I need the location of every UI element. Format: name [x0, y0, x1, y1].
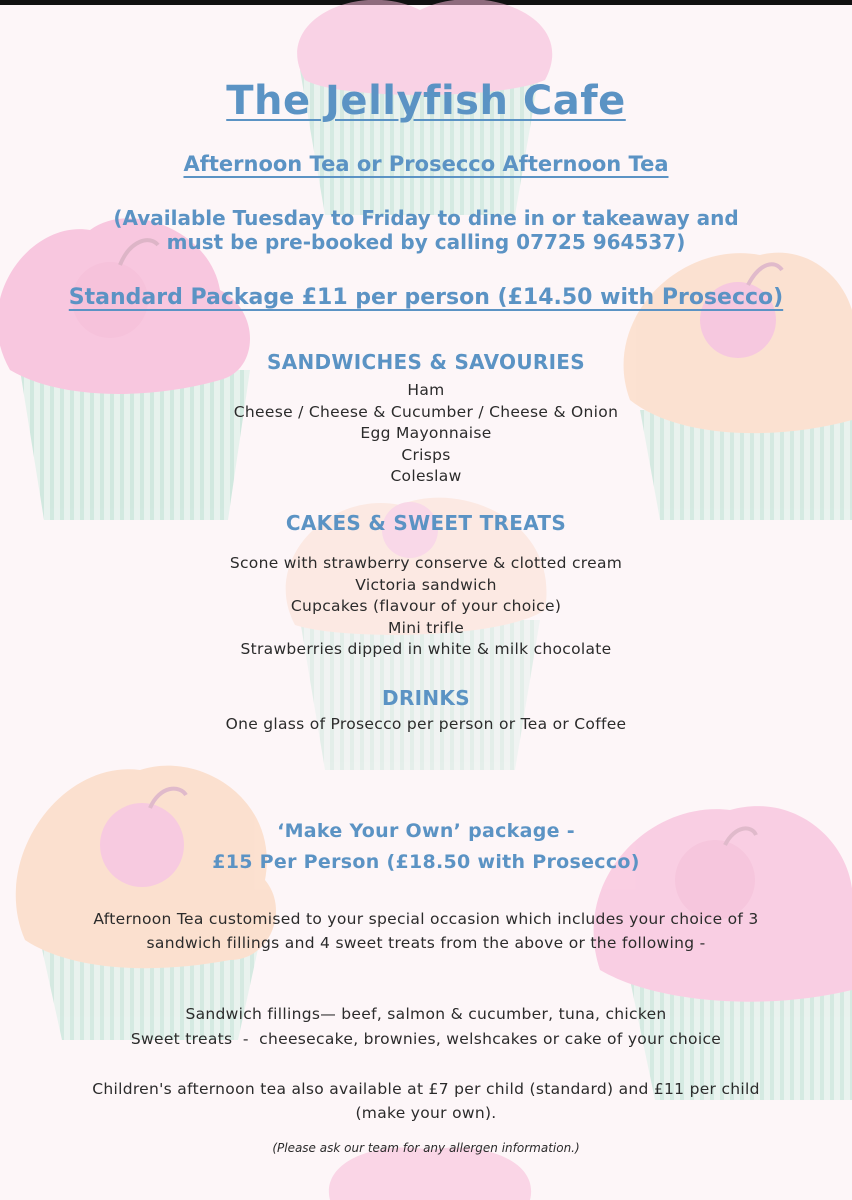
make-your-own-price: £15 Per Person (£18.50 with Prosecco) [212, 851, 640, 873]
cakes-list [0, 553, 852, 661]
make-your-own-description: Afternoon Tea customised to your special occasion which includes your choice of 3 sandwich fillings and 4 sweet treats from the above or the following - [93, 910, 759, 952]
drinks-list [0, 714, 852, 736]
list-item: Scone with strawberry conserve & clotted cream [229, 554, 623, 572]
availability-line: (Available Tuesday to Friday to dine in or takeaway and [113, 206, 739, 230]
list-item: Coleslaw [390, 467, 462, 485]
availability-line: must be pre-booked by calling 07725 964537) [166, 230, 686, 254]
section-heading-sandwiches: SANDWICHES & SAVOURIES [267, 350, 585, 374]
availability-note [60, 206, 792, 254]
list-item: One glass of Prosecco per person or Tea or Coffee [225, 715, 627, 733]
list-item: Cheese / Cheese & Cucumber / Cheese & Onion [233, 402, 619, 421]
allergen-note: (Please ask our team for any allergen information.) [272, 1141, 580, 1155]
list-item: Victoria sandwich [355, 575, 497, 594]
page-title: The Jellyfish Cafe [226, 78, 626, 124]
sandwiches-list [0, 380, 852, 488]
list-item: Ham [407, 381, 445, 399]
children-tea-note: Children's afternoon tea also available at £7 per child (standard) and £11 per child (make your own). [92, 1080, 760, 1122]
list-item: Cupcakes (flavour of your choice) [290, 597, 562, 615]
extra-options [0, 1002, 852, 1052]
list-item: Egg Mayonnaise [360, 424, 492, 442]
list-item: Mini trifle [387, 618, 465, 637]
sweet-treats-line: Sweet treats - cheesecake, brownies, welshcakes or cake of your choice [130, 1030, 722, 1048]
list-item: Strawberries dipped in white & milk chocolate [240, 640, 612, 658]
make-your-own-heading: ‘Make Your Own’ package - [277, 820, 575, 842]
standard-package-price: Standard Package £11 per person (£14.50 with Prosecco) [68, 285, 784, 310]
section-heading-cakes: CAKES & SWEET TREATS [285, 511, 567, 535]
section-heading-drinks: DRINKS [382, 686, 470, 710]
page-subtitle: Afternoon Tea or Prosecco Afternoon Tea [183, 152, 669, 176]
list-item: Crisps [401, 445, 451, 464]
sandwich-fillings-line: Sandwich fillings— beef, salmon & cucumber, tuna, chicken [185, 1005, 667, 1023]
